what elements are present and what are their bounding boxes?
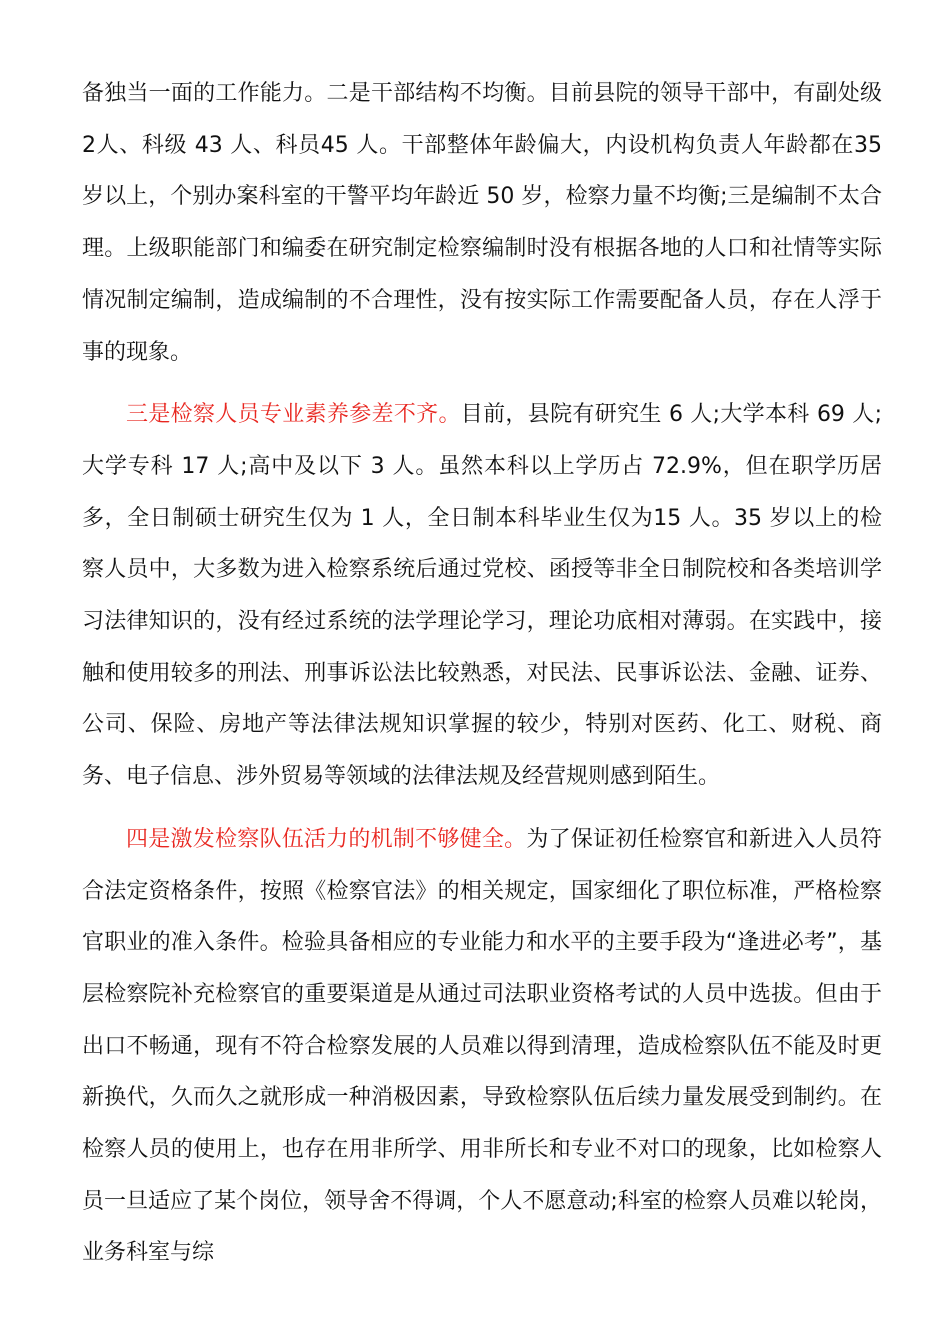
paragraph-body: 备独当一面的工作能力。二是干部结构不均衡。目前县院的领导干部中，有副处级2人、科级 43 人、科员45 人。干部整体年龄偏大，内设机构负责人年龄都在35 岁以上，个别办案科室的干警平均年龄近 50 岁，检察力量不均衡;三是编制不太合理。上级职能部门和编委在研究制定检察编制时没有根据各地的人口和社情等实际情况制定编制，造成编制的不合理性，没有按实际工作需要配备人员，存在人浮于事的现象。 [82,81,882,365]
section-heading: 四是激发检察队伍活力的机制不够健全。 [126,826,527,852]
section-heading: 三是检察人员专业素养参差不齐。 [126,402,461,428]
paragraph-cadre-structure [82,68,882,378]
paragraph-body: 为了保证初任检察官和新进入人员符合法定资格条件，按照《检察官法》的相关规定，国家细化了职位标准，严格检察官职业的准入条件。检验具备相应的专业能力和水平的主要手段为“逢进必考”，基层检察院补充检察官的重要渠道是从通过司法职业资格考试的人员中选拔。但由于出口不畅通，现有不符合检察发展的人员难以得到清理，造成检察队伍不能及时更新换代，久而久之就形成一种消极因素，导致检察队伍后续力量发展受到制约。在检察人员的使用上，也存在用非所学、用非所长和专业不对口的现象，比如检察人员一旦适应了某个岗位，领导舍不得调，个人不愿意动;科室的检察人员难以轮岗，业务科室与综 [82,826,882,1266]
document-page [82,68,882,1279]
paragraph-vitality-mechanism [82,814,882,1279]
paragraph-body: 目前，县院有研究生 6 人;大学本科 69 人;大学专科 17 人;高中及以下 3 人。虽然本科以上学历占 72.9%，但在职学历居多，全日制硕士研究生仅为 1 人，全日制本科毕业生仅为15 人。35 岁以上的检察人员中，大多数为进入检察系统后通过党校、函授等非全日制院校和各类培训学习法律知识的，没有经过系统的法学理论学习，理论功底相对薄弱。在实践中，接触和使用较多的刑法、刑事诉讼法比较熟悉，对民法、民事诉讼法、金融、证券、公司、保险、房地产等法律法规知识掌握的较少，特别对医药、化工、财税、商务、电子信息、涉外贸易等领域的法律法规及经营规则感到陌生。 [82,402,882,790]
paragraph-professional-quality [82,389,882,803]
